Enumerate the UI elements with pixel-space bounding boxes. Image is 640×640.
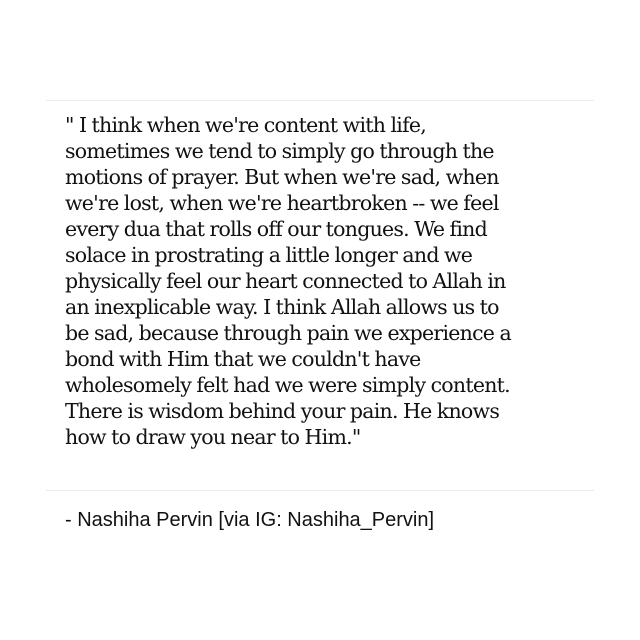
quote-line: " I think when we're content with life,	[65, 113, 427, 137]
quote-line: be sad, because through pain we experience a	[65, 321, 511, 345]
quote-line: sometimes we tend to simply go through the	[65, 139, 494, 163]
quote-line: solace in prostrating a little longer and we	[65, 243, 473, 267]
bottom-divider	[46, 490, 594, 491]
quote-line: we're lost, when we're heartbroken -- we feel	[65, 191, 499, 215]
quote-text	[65, 112, 615, 450]
quote-line: motions of prayer. But when we're sad, when	[65, 165, 499, 189]
quote-line: physically feel our heart connected to Allah in	[65, 269, 506, 293]
top-divider	[46, 100, 594, 101]
quote-line: an inexplicable way. I think Allah allows us to	[65, 295, 499, 319]
quote-line: There is wisdom behind your pain. He knows	[65, 399, 500, 423]
quote-attribution: - Nashiha Pervin [via IG: Nashiha_Pervin]	[65, 509, 435, 531]
quote-line: bond with Him that we couldn't have	[65, 347, 421, 371]
quote-line: every dua that rolls off our tongues. We find	[65, 217, 487, 241]
quote-line: how to draw you near to Him."	[65, 425, 361, 449]
quote-line: wholesomely felt had we were simply content.	[65, 373, 510, 397]
